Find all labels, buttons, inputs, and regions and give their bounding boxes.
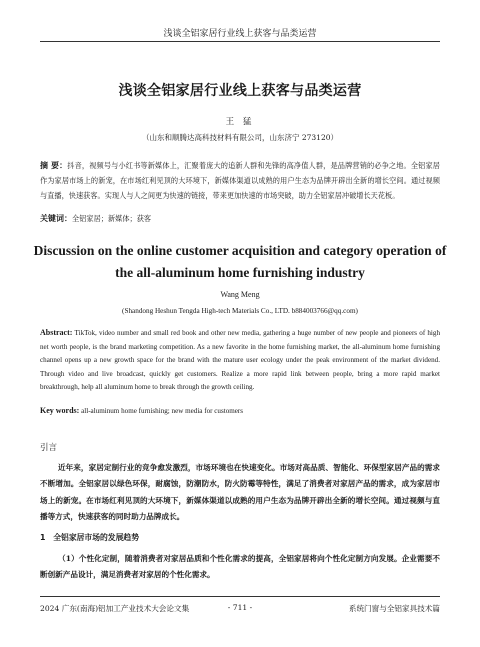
chinese-keywords [40,212,440,226]
footer-proceedings: 2024 广东(南海)铝加工产业技术大会论文集 [40,604,190,613]
introduction-heading: 引言 [40,443,58,453]
english-author: Wang Meng [220,290,260,299]
english-keywords-label: Key words: [40,406,80,415]
footer-rule [40,596,440,597]
english-keywords-text: all-aluminum home furnishing; new media for customers [79,407,244,415]
section-1-paragraph: （1）个性化定制，随着消费者对家居品质和个性化需求的提高，全铝家居将向个性化定制方向发展。企业需要不断创新产品设计，满足消费者对家居的个性化需求。 [40,554,440,579]
english-title: Discussion on the online customer acquisition and category operation of the all-aluminum home furnishing industry [33,243,447,280]
chinese-keywords-text: 全铝家居；新媒体；获客 [72,214,152,223]
chinese-affiliation: （山东和顺腾达高科技材料有限公司，山东济宁 273120） [141,133,338,142]
chinese-keywords-label: 关键词： [40,214,72,223]
section-1-heading: 1 全铝家居市场的发展趋势 [40,533,139,542]
english-keywords [40,405,440,417]
english-abstract-text: TikTok, video number and small red book and other new media, gathering a huge number of new people and pioneers of high net worth people, is the brand marketing competition. As a new favorite in the home furnishing market, the all-aluminum home furnishing channel opens up a new growth space for the brand with the mature user ecology under the peak environment of the market dividend. Through video and live broadcast, quickly get customers. Realize a more rapid link between people, bring a more rapid market breakthrough, help all aluminum home to break through the growth ceiling. [40,329,440,392]
footer-page-number: - 711 - [227,603,253,612]
chinese-title: 浅谈全铝家居行业线上获客与品类运营 [118,83,362,99]
english-affiliation: (Shandong Heshun Tengda High-tech Materials Co., LTD. b884003766@qq.com) [122,307,358,315]
header-rule [40,41,440,42]
chinese-abstract-label: 摘 要： [40,161,68,170]
chinese-abstract [40,158,440,203]
footer-section: 系统门窗与全铝家具技术篇 [348,604,440,613]
english-abstract-label: Abstract: [40,328,73,337]
chinese-author: 王 猛 [225,117,255,127]
running-header: 浅谈全铝家居行业线上获客与品类运营 [163,29,317,39]
english-abstract [40,326,440,395]
introduction-paragraph: 近年来，家居定制行业的竞争愈发激烈，市场环境也在快速变化。市场对高品质、智能化、环保型家居产品的需求不断增加。全铝家居以绿色环保，耐腐蚀，防潮防水，防火防霉等特性，满足了消费者对家居产品的需求，成为家居市场上的新宠。在市场红利见顶的大环境下，新媒体渠道以成熟的用户生态为品牌开辟出全新的增长空间。通过视频与直播等方式，快速获客的同时助力品牌成长。 [40,463,440,522]
chinese-abstract-text: 抖音，视频号与小红书等新媒体上，汇聚着庞大的追新人群和先锋的高净值人群，是品牌营销的必争之地。全铝家居作为家居市场上的新宠，在市场红利见顶的大环境下，新媒体渠道以成熟的用户生态为品牌开辟出全新的增长空间。通过视频与直播，快速获客。实现人与人之间更为快速的链接，带来更加快速的市场突破，助力全铝家居冲破增长天花板。 [40,161,440,200]
